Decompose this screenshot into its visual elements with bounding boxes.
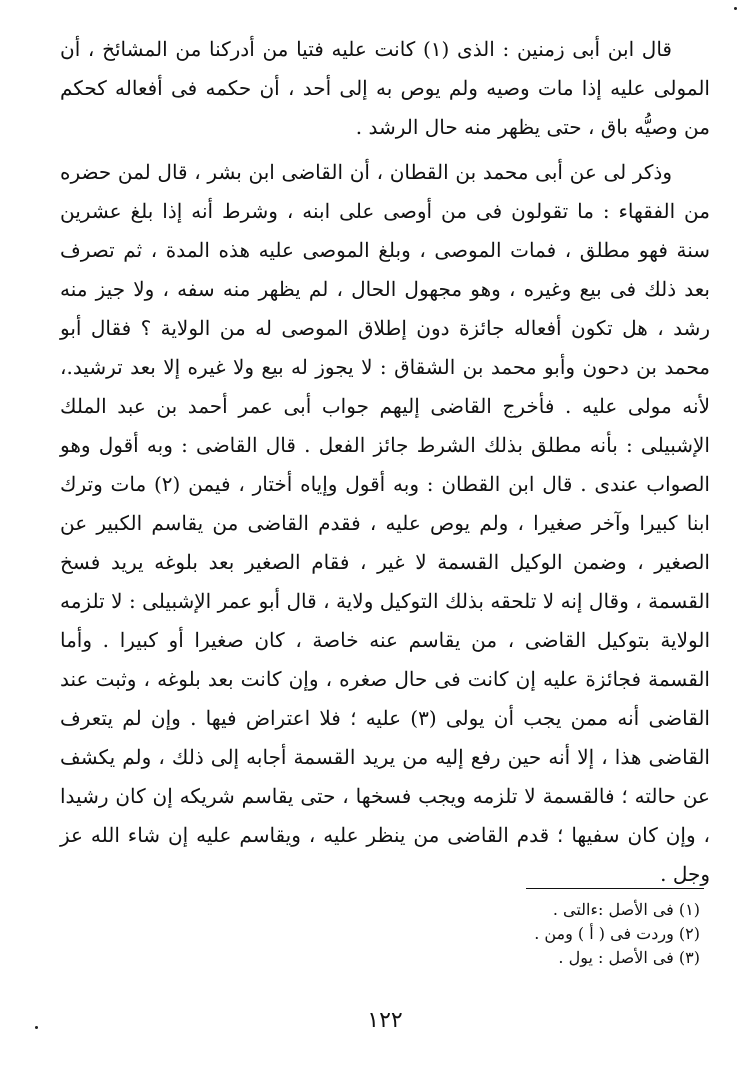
footnotes-list <box>534 898 700 970</box>
body-paragraph-2: وذكر لى عن أبى محمد بن القطان ، أن القاضى ابن بشر ، قال لمن حضره من الفقهاء : ما تقولون فى من أوصى على ابنه ، وشرط أنه إذا بلغ عشرين سنة فهو مطلق ، فمات الموصى ، وبلغ الموصى عليه هذه المدة ، ثم تصرف بعد ذلك فى بيع وغيره ، وهو مجهول الحال ، لم يظهر منه سفه ، ولا جيز منه رشد ، هل تكون أفعاله جائزة دون إطلاق الموصى له من الولاية ؟ فقال أبو محمد بن دحون وأبو محمد بن الشقاق : لا يجوز له بيع ولا غيره إلا بعد ترشيد.، لأنه مولى عليه . فأخرج القاضى إليهم جواب أبى عمر أحمد بن عبد الملك الإشبيلى : بأنه مطلق بذلك الشرط جائز الفعل . قال القاضى : وبه أقول وهو الصواب عندى . قال ابن القطان : وبه أقول وإياه أختار ، فيمن (٢) مات وترك ابنا كبيرا وآخر صغيرا ، ولم يوص عليه ، فقدم القاضى من يقاسم الكبير عن الصغير ، وضمن الوكيل القسمة لا غير ، فقام الصغير بعد بلوغه يريد فسخ القسمة ، وقال إنه لا تلحقه بذلك التوكيل ولاية ، قال أبو عمر الإشبيلى : لا تلزمه الولاية بتوكيل القاضى ، من يقاسم عنه خاصة ، كان صغيرا أو كبيرا . وأما القسمة فجائزة عليه إن كانت فى حال صغره ، وإن كانت بعد بلوغه ، وثبت عند القاضى أنه ممن يجب أن يولى (٣) عليه ؛ فلا اعتراض فيها . وإن لم يتعرف القاضى هذا ، إلا أنه حين رفع إليه من يريد القسمة أجابه إلى ذلك ، ولم يكشف عن حالته ؛ فالقسمة لا تلزمه ويجب فسخها ، حتى يقاسم شريكه إن كان رشيدا ، وإن كان سفيها ؛ قدم القاضى من ينظر عليه ، ويقاسم عليه إن شاء الله عز وجل . <box>60 160 711 886</box>
footnote-1: (١) فى الأصل :ءالتى . <box>552 900 700 919</box>
footnote-2: (٢) وردت فى ( أ ) ومن . <box>534 924 700 943</box>
scan-speck <box>734 7 737 10</box>
page-number: ١٢٢ <box>367 1008 403 1033</box>
body-paragraph-1: قال ابن أبى زمنين : الذى (١) كانت عليه فتيا من أدركنا من المشائخ ، أن المولى عليه إذا مات وصيه ولم يوص به إلى أحد ، أن حكمه فى أفعاله كحكم من وصيُّه باق ، حتى يظهر منه حال الرشد . <box>60 37 710 139</box>
document-page <box>60 30 710 1070</box>
footnote-3: (٣) فى الأصل : يول . <box>558 948 700 967</box>
scan-speck <box>35 1026 38 1029</box>
footnote-divider <box>526 888 704 889</box>
